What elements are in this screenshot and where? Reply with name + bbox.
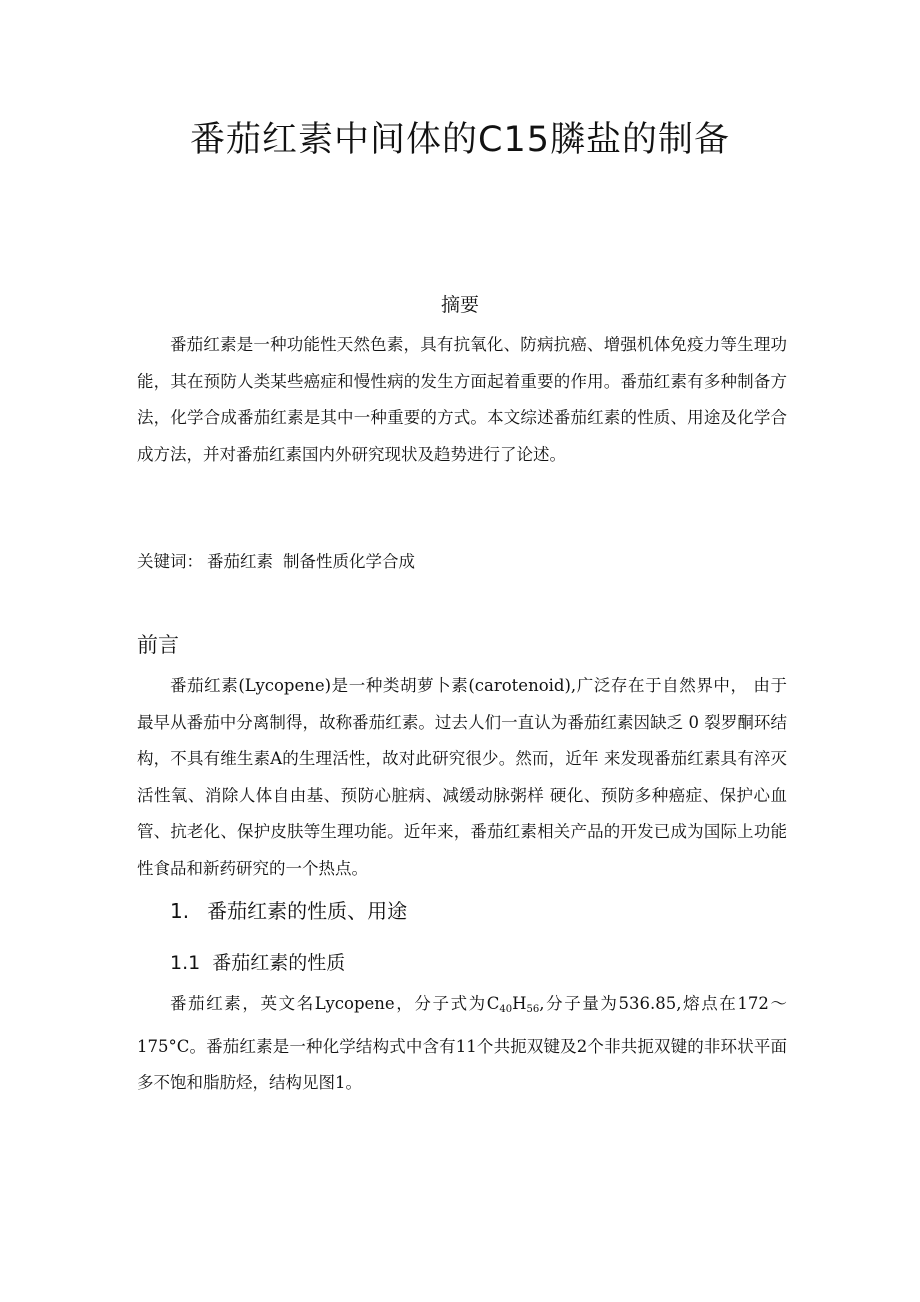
preface-body: 番茄红素(Lycopene)是一种类胡萝卜素(carotenoid),广泛存在于自然界中， 由于最早从番茄中分离制得，故称番茄红素。过去人们一直认为番茄红素因缺乏 0 裂罗酮环结构，不具有维生素A的生理活性，故对此研究很少。然而，近年 来发现番茄红素具有淬灭活性氧、消除人体自由基、预防心脏病、减缓动脉粥样 硬化、预防多种癌症、保护心血管、抗老化、保护皮肤等生理功能。近年来，番茄红素相关产品的开发已成为国际上功能性食品和新药研究的一个热点。 — [137, 676, 787, 878]
section-1-heading — [170, 895, 407, 924]
properties-text-1: 番茄红素，英文名Lycopene，分子式为C — [170, 994, 500, 1013]
keyword-item: 番茄红素 — [207, 552, 273, 571]
section-1-1-heading — [170, 948, 345, 975]
keywords-label: 关键词： — [137, 552, 203, 571]
properties-body — [137, 986, 787, 1102]
section-1-number: 1. — [170, 899, 190, 923]
section-1-title: 番茄红素的性质、用途 — [207, 899, 408, 923]
preface-heading: 前言 — [137, 633, 179, 657]
formula-subscript-c: 40 — [499, 1004, 513, 1015]
abstract-heading: 摘要 — [440, 294, 479, 316]
formula-subscript-h: 56 — [526, 1004, 540, 1015]
properties-text-3: ,分子量为536.85,熔点在172〜175°C。番茄红素是一种化学结构式中含有11个共扼双键及2个非共扼双键的非环状平面多不饱和脂肪烃，结构见图1。 — [137, 994, 788, 1092]
properties-text-2: H — [512, 994, 527, 1013]
keywords-line — [137, 548, 415, 572]
section-1-1-title: 番茄红素的性质 — [212, 952, 346, 974]
section-1-1-number: 1.1 — [170, 952, 201, 974]
keyword-item: 制备性质化学合成 — [283, 552, 415, 571]
document-title: 番茄红素中间体的C15膦盐的制备 — [190, 120, 730, 160]
abstract-body: 番茄红素是一种功能性天然色素，具有抗氧化、防病抗癌、增强机体免疫力等生理功能，其在预防人类某些癌症和慢性病的发生方面起着重要的作用。番茄红素有多种制备方法，化学合成番茄红素是其中一种重要的方式。本文综述番茄红素的性质、用途及化学合成方法，并对番茄红素国内外研究现状及趋势进行了论述。 — [137, 335, 787, 464]
